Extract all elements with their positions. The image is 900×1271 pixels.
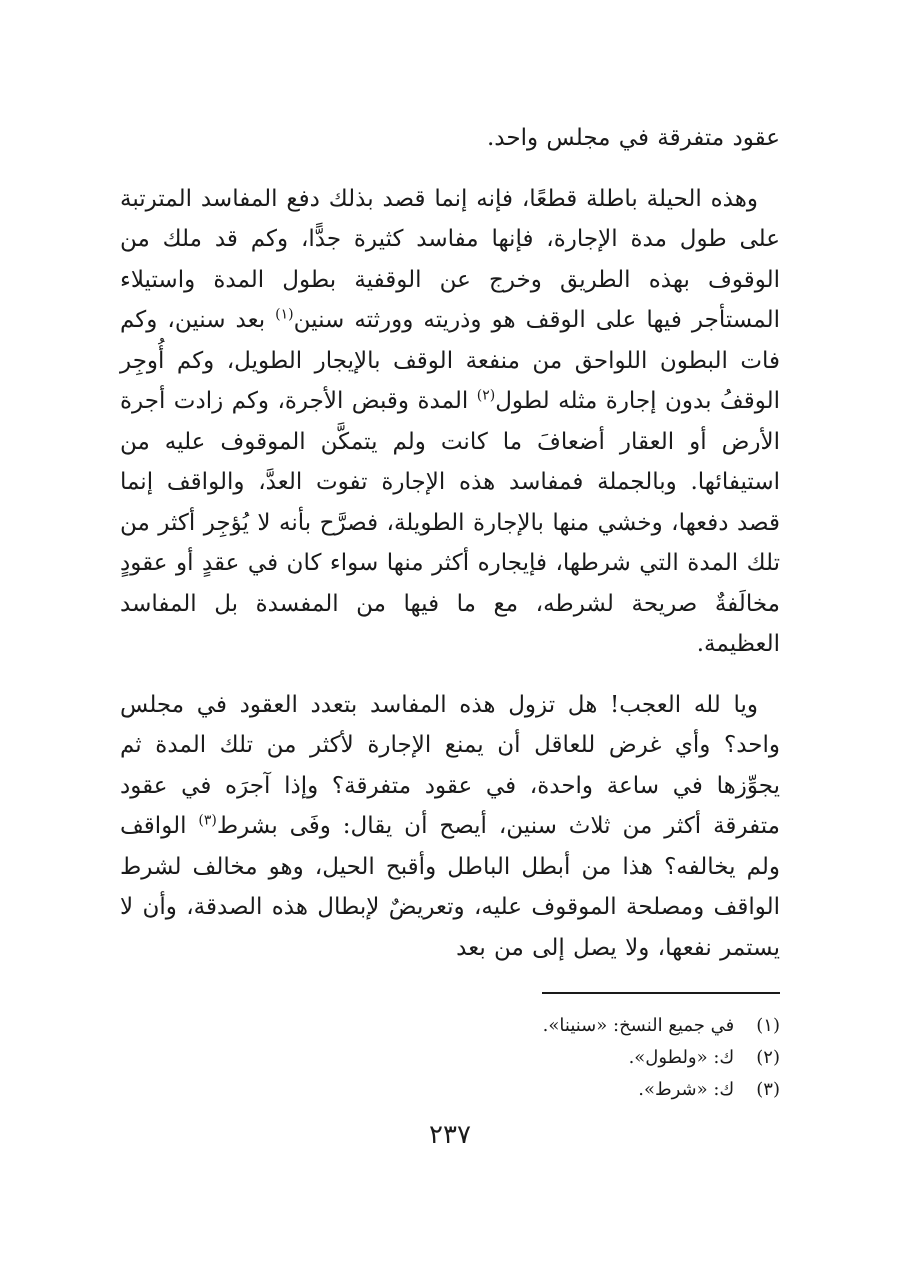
paragraph-text: ويا لله العجب! هل تزول هذه المفاسد بتعدد العقود في مجلس واحد؟ وأي غرض للعاقل أن يمنع الإجارة لأكثر من تلك المدة ثم يجوِّزها في ساعة واحدة، في عقود متفرقة؟ وإذا آجرَه في عقود متفرقة أكثر من ثلاث سنين، أيصح أن يقال: وفَى بشرط [120,691,780,839]
paragraph-text: عقود متفرقة في مجلس واحد. [486,125,780,151]
paragraph-1 [120,179,780,665]
footnote-divider [542,992,780,994]
footnote-text: ك: «ولطول». [628,1047,735,1068]
page-body [120,118,780,1271]
footnote-number: (٣) [756,1079,780,1100]
footnote-marker-2[interactable]: (٢) [476,387,496,404]
footnote-number: (١) [756,1015,780,1036]
footnote-2 [120,1042,780,1074]
footnote-marker-3[interactable]: (٣) [198,812,217,829]
footnote-3 [120,1074,780,1106]
paragraph-text: بعد سنين، وكم فات البطون اللواحق من منفعة الوقف بالإيجار الطويل، وكم أُوجِر الوقفُ بدون إجارة مثله لطول [120,307,780,414]
footnote-text: في جميع النسخ: «سنينا». [542,1015,735,1036]
paragraph-text: المدة وقبض الأجرة، وكم زادت أجرة الأرض أو العقار أضعافَ ما كانت ولم يتمكَّن الموقوف عليه من استيفائها. وبالجملة فمفاسد هذه الإجارة تفوت العدَّ، والواقف إنما قصد دفعها، وخشي منها بالإجارة الطويلة، فصرَّح بأنه لا يُؤجِر أكثر من تلك المدة التي شرطها، فإيجاره أكثر منها سواء كان في عقدٍ أو عقودٍ مخالَفةٌ صريحة لشرطه، مع ما فيها من المفسدة بل المفاسد العظيمة. [120,388,781,657]
page-number: ٢٣٧ [429,1120,471,1150]
paragraph-2 [120,685,780,969]
paragraph-text: وهذه الحيلة باطلة قطعًا، فإنه إنما قصد بذلك دفع المفاسد المترتبة على طول مدة الإجارة، فإنها مفاسد كثيرة جدًّا، وكم قد ملك من الوقوف بهذه الطريق وخرج عن الوقفية بطول المدة واستيلاء المستأجر فيها على الوقف هو وذريته وورثته سنين [120,185,780,333]
paragraph-text: الواقف ولم يخالفه؟ هذا من أبطل الباطل وأقبح الحيل، وهو مخالف لشرط الواقف ومصلحة الموقوف عليه، وتعريضٌ لإبطال هذه الصدقة، وأن لا يستمر نفعها، ولا يصل إلى من بعد [120,813,780,961]
footnote-marker-1[interactable]: (١) [275,306,294,323]
footnotes [120,1010,780,1106]
footnote-1 [120,1010,780,1042]
paragraph-opening [120,118,780,159]
footnote-text: ك: «شرط». [638,1079,735,1100]
footnote-number: (٢) [756,1047,780,1068]
